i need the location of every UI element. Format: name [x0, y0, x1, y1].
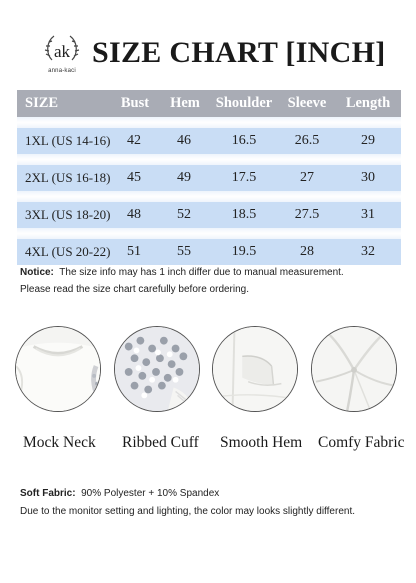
fabric-photo-icon [311, 326, 397, 412]
notice-block [20, 264, 410, 298]
cell-bust: 42 [127, 133, 141, 148]
mock-neck-photo-icon [15, 326, 101, 412]
hem-photo-icon [212, 326, 298, 412]
cell-hem: 49 [177, 170, 191, 185]
page-title: SIZE CHART [INCH] [92, 36, 386, 69]
cell-hem: 46 [177, 133, 191, 148]
cell-length: 30 [361, 170, 375, 185]
fabric-line [20, 485, 410, 503]
cell-sleeve: 27 [300, 170, 314, 185]
header-length: Length [345, 95, 391, 111]
header-bust: Bust [120, 95, 150, 111]
feature-label-comfy-fabric: Comfy Fabric [318, 434, 405, 451]
table-header-row [17, 90, 401, 117]
cell-length: 32 [361, 244, 375, 259]
row-divider [17, 117, 401, 128]
table-row [17, 128, 401, 154]
cell-shoulder: 19.5 [231, 244, 257, 259]
notice-line-1 [20, 264, 410, 281]
feature-label-mock-neck: Mock Neck [23, 434, 96, 451]
fabric-block [20, 485, 410, 521]
brand-logo [38, 30, 86, 82]
cell-size: 4XL (US 20-22) [25, 244, 111, 259]
cell-shoulder: 17.5 [231, 170, 257, 185]
cell-sleeve: 26.5 [294, 133, 320, 148]
header-shoulder: Shoulder [215, 95, 273, 111]
table-row [17, 165, 401, 191]
feature-labels [0, 434, 416, 456]
cell-hem: 52 [177, 207, 191, 222]
row-divider [17, 154, 401, 165]
cell-shoulder: 18.5 [231, 207, 257, 222]
cell-sleeve: 27.5 [294, 207, 320, 222]
cell-size: 1XL (US 14-16) [25, 133, 111, 148]
size-table [17, 90, 401, 265]
cell-hem: 55 [177, 244, 191, 259]
header [0, 30, 416, 82]
row-divider [17, 228, 401, 239]
cell-length: 31 [361, 207, 375, 222]
sequin-sleeve-photo-icon [114, 326, 200, 412]
brand-logo-icon [38, 30, 86, 70]
header-hem: Hem [170, 95, 200, 111]
fabric-label: Soft Fabric: [20, 488, 76, 499]
feature-photos [0, 326, 416, 416]
feature-label-ribbed-cuff: Ribbed Cuff [122, 434, 199, 451]
table-row [17, 202, 401, 228]
header-sleeve: Sleeve [287, 95, 327, 111]
cell-bust: 51 [127, 244, 141, 259]
fabric-value: 90% Polyester + 10% Spandex [81, 488, 220, 499]
cell-shoulder: 16.5 [231, 133, 257, 148]
notice-line-2: Please read the size chart carefully before ordering. [20, 284, 250, 295]
notice-label: Notice: [20, 267, 54, 278]
cell-sleeve: 28 [300, 244, 314, 259]
cell-size: 3XL (US 18-20) [25, 207, 111, 222]
cell-length: 29 [361, 133, 375, 148]
table-row [17, 239, 401, 265]
header-size: SIZE [25, 95, 59, 111]
notice-text: The size info may has 1 inch differ due to manual measurement. [59, 267, 344, 278]
cell-size: 2XL (US 16-18) [25, 170, 111, 185]
fabric-note: Due to the monitor setting and lighting, the color may looks slightly different. [20, 506, 355, 517]
svg-text:ak: ak [53, 42, 71, 61]
brand-name: anna-kaci [48, 68, 76, 74]
row-divider [17, 191, 401, 202]
cell-bust: 45 [127, 170, 141, 185]
feature-label-smooth-hem: Smooth Hem [220, 434, 303, 451]
cell-bust: 48 [127, 207, 141, 222]
